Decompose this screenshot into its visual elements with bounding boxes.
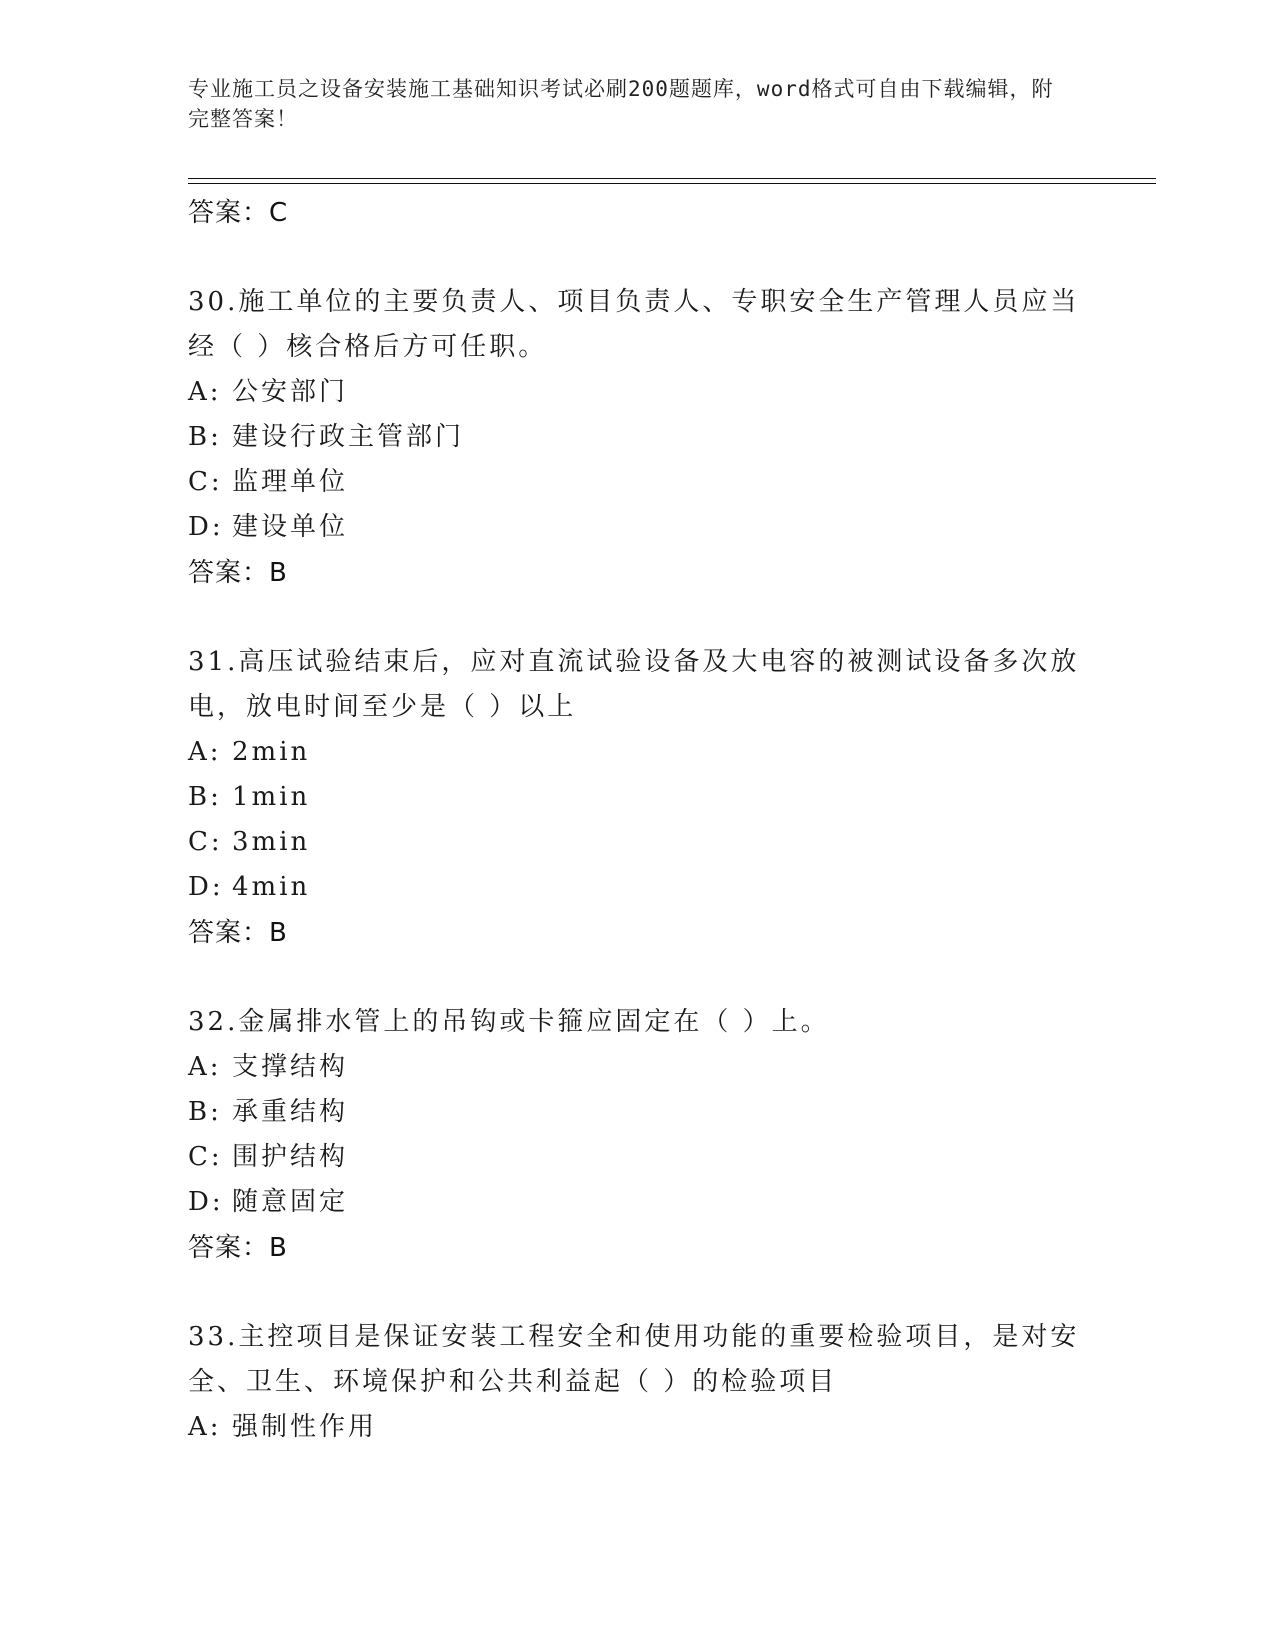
option-b [188, 415, 1088, 460]
option-key: A: [188, 377, 222, 407]
answer-value: B [269, 558, 288, 588]
option-c [188, 460, 1088, 505]
option-a [188, 1045, 1088, 1090]
option-b [188, 775, 1088, 820]
question-number: 30. [188, 287, 239, 317]
question-32 [188, 1000, 1088, 1271]
option-c [188, 820, 1088, 865]
option-text: 支撑结构 [232, 1052, 349, 1082]
question-text [188, 1315, 1088, 1405]
option-a [188, 730, 1088, 775]
answer-line [188, 1225, 1088, 1271]
option-key: B: [188, 782, 222, 812]
option-d [188, 865, 1088, 910]
question-text-line2: 全、卫生、环境保护和公共利益起（ ）的检验项目 [188, 1367, 838, 1397]
answer-value: B [269, 918, 288, 948]
option-a [188, 1405, 1088, 1450]
answer-label: 答案： [188, 198, 270, 228]
answer-value: B [269, 1233, 288, 1263]
document-header-title: 专业施工员之设备安装施工基础知识考试必刷200题题库，word格式可自由下载编辑，附完整答案！ [188, 77, 1054, 131]
question-number: 33. [188, 1322, 239, 1352]
option-key: A: [188, 1412, 222, 1442]
option-key: C: [188, 1142, 223, 1172]
question-text-line1: 金属排水管上的吊钩或卡箍应固定在（ ）上。 [238, 1007, 830, 1037]
option-key: B: [188, 422, 222, 452]
option-text: 监理单位 [232, 467, 349, 497]
option-key: D: [188, 512, 224, 542]
option-text: 随意固定 [232, 1187, 349, 1217]
answer-value: C [269, 198, 289, 228]
option-key: C: [188, 827, 223, 857]
option-text: 3min [232, 827, 311, 857]
question-text [188, 640, 1088, 730]
answer-line [188, 910, 1088, 956]
answer-line [188, 550, 1088, 596]
question-text-line2: 经（ ）核合格后方可任职。 [188, 332, 548, 362]
header-rule-bottom [188, 183, 1156, 184]
option-text: 1min [232, 782, 311, 812]
option-key: D: [188, 1187, 224, 1217]
answer-label: 答案： [188, 918, 270, 948]
option-text: 2min [232, 737, 311, 767]
question-number: 31. [188, 647, 239, 677]
option-a [188, 370, 1088, 415]
option-text: 公安部门 [232, 377, 349, 407]
option-d [188, 1180, 1088, 1225]
option-text: 建设单位 [232, 512, 349, 542]
option-b [188, 1090, 1088, 1135]
question-text-line2: 电，放电时间至少是（ ）以上 [188, 692, 577, 722]
option-key: A: [188, 737, 222, 767]
answer-label: 答案： [188, 1233, 270, 1263]
header-rule-top [188, 178, 1156, 179]
option-text: 强制性作用 [232, 1412, 378, 1442]
question-31 [188, 640, 1088, 956]
option-d [188, 505, 1088, 550]
option-text: 4min [232, 872, 311, 902]
question-list [188, 190, 1088, 1450]
option-c [188, 1135, 1088, 1180]
question-text [188, 280, 1088, 370]
option-text: 建设行政主管部门 [232, 422, 465, 452]
question-text-line1: 施工单位的主要负责人、项目负责人、专职安全生产管理人员应当 [238, 287, 1080, 317]
answer-label: 答案： [188, 558, 270, 588]
option-key: A: [188, 1052, 222, 1082]
option-key: B: [188, 1097, 222, 1127]
question-33 [188, 1315, 1088, 1450]
option-key: C: [188, 467, 223, 497]
question-text-line1: 高压试验结束后，应对直流试验设备及大电容的被测试设备多次放 [238, 647, 1080, 677]
question-text [188, 1000, 1088, 1045]
question-number: 32. [188, 1007, 239, 1037]
answer-line [188, 190, 1088, 236]
option-text: 围护结构 [232, 1142, 349, 1172]
question-30 [188, 280, 1088, 596]
question-text-line1: 主控项目是保证安装工程安全和使用功能的重要检验项目，是对安 [238, 1322, 1080, 1352]
option-key: D: [188, 872, 224, 902]
option-text: 承重结构 [232, 1097, 349, 1127]
